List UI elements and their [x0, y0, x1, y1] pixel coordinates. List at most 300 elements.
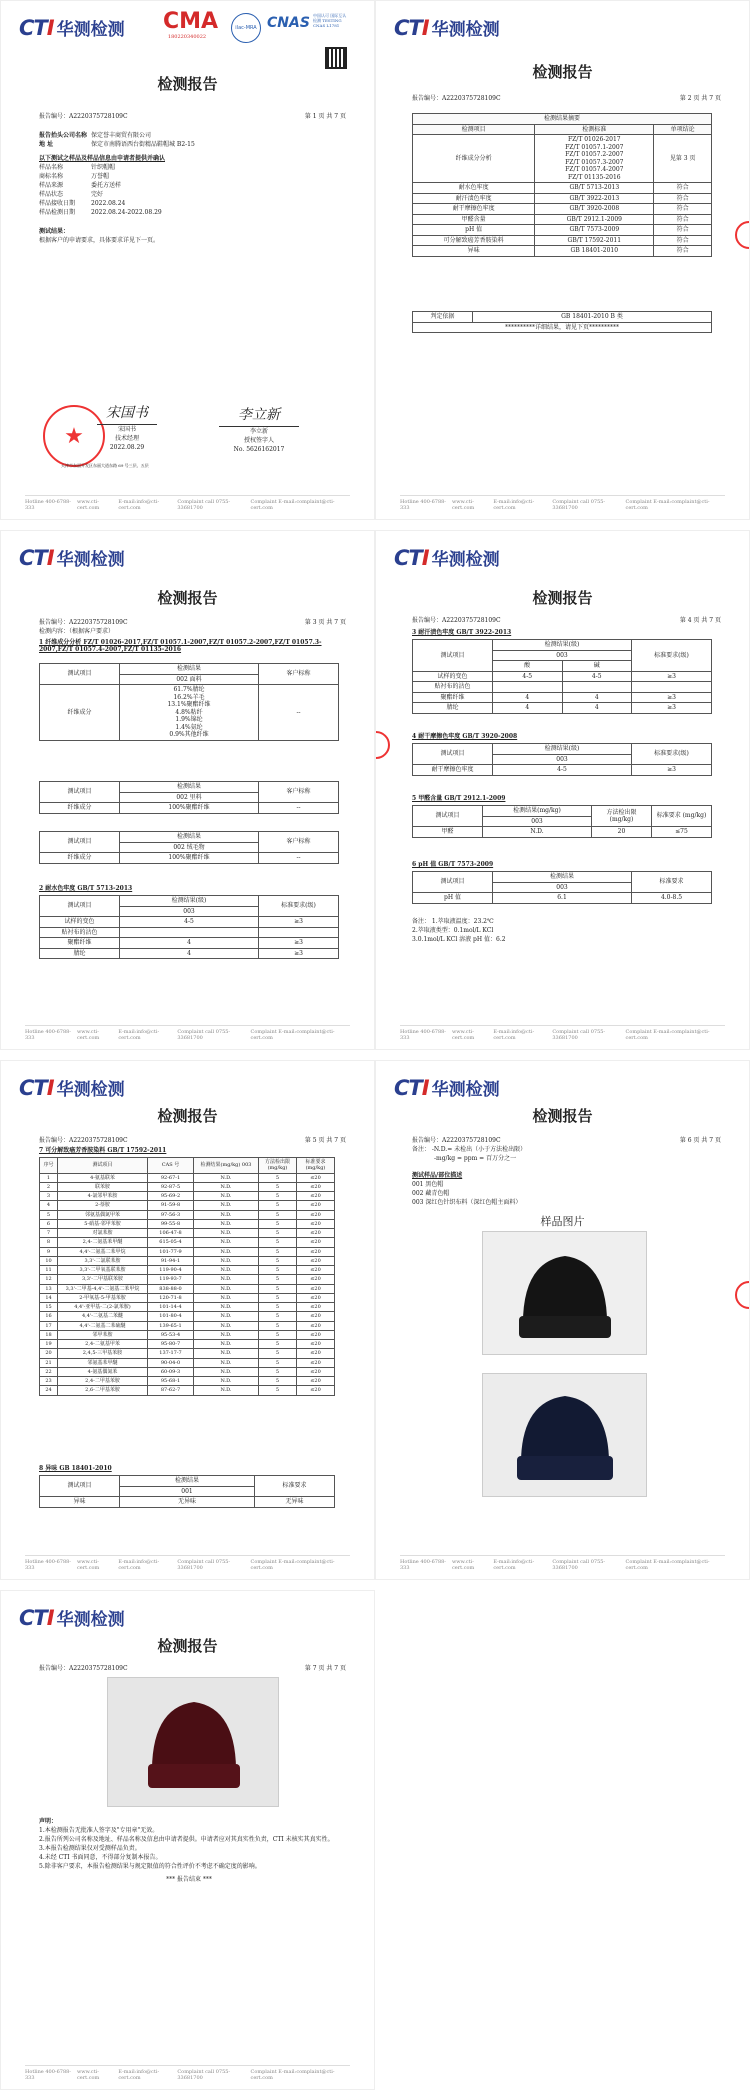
azo-row — [40, 1173, 335, 1182]
table-cell: ≥3 — [632, 671, 712, 682]
azo-result: N.D. — [194, 1293, 259, 1302]
azo-limit: ≤20 — [297, 1247, 335, 1256]
table-cell: 4-5 — [493, 671, 563, 682]
summary-item: 耐汗渍色牢度 — [413, 193, 535, 204]
table-row — [40, 938, 339, 949]
azo-cas: 99-55-8 — [148, 1219, 194, 1228]
azo-cas: 90-04-0 — [148, 1358, 194, 1367]
report-page-6 — [375, 1060, 750, 1580]
azo-substance: 邻甲苯胺 — [58, 1330, 148, 1339]
rubbing-fastness-table: 测试项目 检测结果(级) 标准要求(级) 003 耐干摩擦色牢度 4-5 ≥3 — [412, 743, 712, 776]
azo-lod: 5 — [259, 1386, 297, 1395]
azo-result: N.D. — [194, 1229, 259, 1238]
report-meta: 报告编号：A2220375728109C 第 5 页 共 7 页 — [39, 1137, 346, 1144]
azo-row — [40, 1386, 335, 1395]
field-label: 样品状态 — [39, 191, 64, 198]
azo-cas: 838-88-0 — [148, 1284, 194, 1293]
page-footer: Hotline 400-6788-333 www.cti-cert.com E-mail:info@cti-cert.com Complaint call 0755-33681700 Complaint E-mail:complaint@cti-cert.com — [400, 1555, 725, 1571]
report-page-2 — [375, 0, 750, 520]
sample-photo-red-fabric-hat — [107, 1677, 279, 1807]
azo-result: N.D. — [194, 1312, 259, 1321]
azo-limit: ≤20 — [297, 1201, 335, 1210]
summary-row — [413, 193, 712, 204]
azo-index: 23 — [40, 1377, 58, 1386]
cnas-text: 中国认可 国际互认 检测 TESTING CNAS L1781 — [313, 13, 347, 29]
summary-standard: GB/T 5713-2013 — [535, 183, 654, 194]
report-meta: 报告编号：A2220375728109C 第 4 页 共 7 页 — [412, 617, 721, 624]
azo-substance: 2,4-二氨基甲苯 — [58, 1340, 148, 1349]
report-meta: 报告编号：A2220375728109C 第 6 页 共 7 页 — [412, 1137, 721, 1144]
table-cell: 4 — [493, 692, 563, 703]
azo-result: N.D. — [194, 1173, 259, 1182]
azo-result: N.D. — [194, 1182, 259, 1191]
azo-lod: 5 — [259, 1201, 297, 1210]
azo-substance: 邻氨基偶氮甲苯 — [58, 1210, 148, 1219]
odor-table: 测试项目 检测结果 标准要求 001 异味 无异味 无异味 — [39, 1475, 335, 1508]
azo-cas: 95-68-1 — [148, 1377, 194, 1386]
azo-cas: 87-62-7 — [148, 1386, 194, 1395]
azo-limit: ≤20 — [297, 1238, 335, 1247]
table-cell — [562, 682, 632, 693]
section-5-title: 5 甲醛含量 GB/T 2912.1-2009 — [412, 795, 506, 802]
report-page-7 — [0, 1590, 375, 2090]
azo-limit: ≤20 — [297, 1312, 335, 1321]
section-8-title: 8 异味 GB 18401-2010 — [39, 1465, 112, 1472]
azo-lod: 5 — [259, 1266, 297, 1275]
azo-substance: 2,4-二甲基苯胺 — [58, 1377, 148, 1386]
summary-item: 可分解致癌芳香胺染料 — [413, 235, 535, 246]
summary-standard: GB/T 3920-2008 — [535, 204, 654, 215]
sample-description: 003 深红色针织布料（深红色帽主面料） — [412, 1199, 522, 1206]
azo-result: N.D. — [194, 1266, 259, 1275]
azo-substance: 3,3'-二甲氧基联苯胺 — [58, 1266, 148, 1275]
azo-index: 13 — [40, 1284, 58, 1293]
sample-field — [39, 199, 195, 208]
azo-result: N.D. — [194, 1201, 259, 1210]
sample-field — [39, 190, 195, 199]
sample-photos-title: 样品图片 — [540, 1215, 585, 1228]
declaration-line: 5.除非客户要求，本报告检测结果与规定限值的符合性评价不考虑不确定度的影响。 — [39, 1863, 261, 1870]
azo-substance: 4,4'-亚甲基-二(2-氯苯胺) — [58, 1303, 148, 1312]
signature-1: 宋国书 宋国书 技术经理 2022.08.29 — [97, 403, 157, 452]
azo-index: 1 — [40, 1173, 58, 1182]
azo-substance: 联苯胺 — [58, 1182, 148, 1191]
azo-result: N.D. — [194, 1238, 259, 1247]
azo-lod: 5 — [259, 1367, 297, 1376]
azo-lod: 5 — [259, 1321, 297, 1330]
report-meta: 报告编号：A2220375728109C 第 1 页 共 7 页 — [39, 113, 346, 120]
field-value: 委托方送样 — [91, 182, 122, 189]
azo-result: N.D. — [194, 1284, 259, 1293]
azo-cas: 139-65-1 — [148, 1321, 194, 1330]
table-cell — [259, 927, 339, 938]
azo-cas: 101-77-9 — [148, 1247, 194, 1256]
azo-limit: ≤20 — [297, 1192, 335, 1201]
azo-result: N.D. — [194, 1210, 259, 1219]
table-cell: 试样的变色 — [413, 671, 493, 682]
azo-limit: ≤20 — [297, 1182, 335, 1191]
summary-result: 符合 — [654, 193, 712, 204]
azo-result: N.D. — [194, 1275, 259, 1284]
azo-lod: 5 — [259, 1219, 297, 1228]
azo-limit: ≤20 — [297, 1256, 335, 1265]
cti-logo: CTI 华测检测 — [19, 545, 125, 570]
black-hat-image — [483, 1232, 647, 1355]
azo-limit: ≤20 — [297, 1210, 335, 1219]
signature-2: 李立新 李立新 授权签字人 No. 5626162017 — [219, 405, 299, 454]
azo-result: N.D. — [194, 1192, 259, 1201]
azo-lod: 5 — [259, 1275, 297, 1284]
azo-limit: ≤20 — [297, 1284, 335, 1293]
sample-field — [39, 181, 195, 190]
azo-cas: 97-56-3 — [148, 1210, 194, 1219]
table-row — [413, 682, 712, 693]
page-footer: Hotline 400-6788-333 www.cti-cert.com E-mail:info@cti-cert.com Complaint call 0755-33681700 Complaint E-mail:complaint@cti-cert.com — [25, 2065, 350, 2081]
azo-dye-table: 序号 测试项目 CAS 号 检测结果(mg/kg) 003 方法检出限 (mg/kg) 标准要求 (mg/kg) 1 4-氨基联苯 92-67-1 N.D. 5 ≤20 2 联苯胺 92-87-5 N.D. 5 ≤20 3 4-氯邻甲苯胺 95-69-2 N.D. 5 ≤20 4 2-萘胺 91-59-8 N.D. 5 ≤20 5 邻氨基偶氮甲苯 97-56-3 N.D. 5 ≤20 6 5-硝基-邻甲苯胺 99-55-8 N.D. 5 ≤20 7 对氯苯胺 106-47-8 N.D. 5 ≤20 8 2,4-二氨基苯甲醚 615-05-4 N.D. 5 ≤20 9 4,4'-二氨基二苯甲烷 101-77-9 N.D. 5 ≤20 10 3,3'-二氯联苯胺 91-94-1 N.D. 5 ≤20 11 3,3'-二甲氧基联苯胺 119-90-4 N.D. 5 ≤20 12 3,3'-二甲基联苯胺 119-93-7 N.D. 5 ≤20 13 3,3'-二甲基-4,4'-二氨基二苯甲烷 838-88-0 N.D. 5 ≤20 14 2-甲氧基-5-甲基苯胺 120-71-8 N.D. 5 ≤20 15 4,4'-亚甲基-二(2-氯苯胺) 101-14-4 N.D. 5 ≤20 16 4,4'-二氨基二苯醚 101-80-4 N.D. 5 ≤20 17 4,4'-二氨基二苯硫醚 139-65-1 N.D. 5 ≤20 18 邻甲苯胺 95-53-4 N.D. 5 ≤20 19 2,4-二氨基甲苯 95-80-7 N.D. 5 ≤20 20 2,4,5-三甲基苯胺 137-17-7 N.D. 5 ≤20 21 邻氨基苯甲醚 90-04-0 N.D. 5 ≤20 22 4-氨基偶氮苯 60-09-3 N.D. 5 ≤20 23 2,4-二甲基苯胺 95-68-1 N.D. 5 ≤20 24 2,6-二甲基苯胺 87-62-7 N.D. 5 ≤20 — [39, 1157, 335, 1396]
azo-cas: 106-47-8 — [148, 1229, 194, 1238]
summary-standard: GB/T 17592-2011 — [535, 235, 654, 246]
table-cell: 4 — [120, 938, 259, 949]
page-footer: Hotline 400-6788-333 www.cti-cert.com E-mail:info@cti-cert.com Complaint call 0755-33681700 Complaint E-mail:complaint@cti-cert.com — [25, 1555, 350, 1571]
azo-lod: 5 — [259, 1173, 297, 1182]
summary-result: 符合 — [654, 214, 712, 225]
cti-logo: CTI 华测检测 — [19, 15, 125, 40]
azo-result: N.D. — [194, 1340, 259, 1349]
azo-index: 18 — [40, 1330, 58, 1339]
azo-lod: 5 — [259, 1182, 297, 1191]
azo-limit: ≤20 — [297, 1266, 335, 1275]
azo-cas: 120-71-8 — [148, 1293, 194, 1302]
field-label: 样品检测日期 — [39, 209, 76, 216]
table-cell: ≥3 — [259, 917, 339, 928]
lab-address: 天津市东丽开发区东丽大道东路 69 号三层、五层 — [61, 463, 149, 468]
seal-edge — [375, 731, 390, 759]
declaration-line: 4.未经 CTI 书面同意，不得部分复制本报告。 — [39, 1854, 162, 1861]
sample-description: 002 藏青色帽 — [412, 1190, 450, 1197]
azo-row — [40, 1210, 335, 1219]
report-meta: 报告编号：A2220375728109C 第 2 页 共 7 页 — [412, 95, 721, 102]
field-value: 针织帽帽 — [91, 164, 116, 171]
azo-result: N.D. — [194, 1256, 259, 1265]
azo-lod: 5 — [259, 1303, 297, 1312]
table-cell: 4 — [562, 692, 632, 703]
summary-result: 符合 — [654, 246, 712, 257]
qr-code — [325, 47, 347, 69]
table-row — [40, 948, 339, 959]
azo-lod: 5 — [259, 1229, 297, 1238]
azo-result: N.D. — [194, 1247, 259, 1256]
report-meta: 报告编号：A2220375728109C 第 3 页 共 7 页 — [39, 619, 346, 626]
azo-cas: 95-53-4 — [148, 1330, 194, 1339]
table-cell: 4 — [120, 948, 259, 959]
summary-row — [413, 183, 712, 194]
table-cell: 腈纶 — [40, 948, 120, 959]
section-6-title: 6 pH 值 GB/T 7573-2009 — [412, 861, 494, 868]
azo-index: 8 — [40, 1238, 58, 1247]
company-seal: ★ — [43, 405, 105, 467]
page6-notes: 备注： -N.D.= 未检出（小于方法检出限） -mg/kg = ppm = 百万分之一 测试样品/部位描述 001 黑色帽 002 藏青色帽 003 深红色针织布料（深红色帽主面料） — [412, 1146, 527, 1206]
azo-row — [40, 1330, 335, 1339]
azo-limit: ≤20 — [297, 1386, 335, 1395]
azo-cas: 91-59-8 — [148, 1201, 194, 1210]
sample-field — [39, 208, 195, 217]
azo-row — [40, 1275, 335, 1284]
azo-row — [40, 1192, 335, 1201]
perspiration-fastness-table: 测试项目 检测结果(级) 标准要求(级) 003 酸 碱 试样的变色 4-5 4-5 ≥3 贴衬布的沾色 聚酯纤维 4 4 ≥3 腈纶 4 4 ≥3 — [412, 639, 712, 714]
section-4-title: 4 耐干摩擦色牢度 GB/T 3920-2008 — [412, 733, 518, 740]
summary-row — [413, 135, 712, 183]
sample-photo-black-hat — [482, 1231, 647, 1355]
table-cell: 聚酯纤维 — [413, 692, 493, 703]
section-2-title: 2 耐水色牢度 GB/T 5713-2013 — [39, 885, 133, 892]
azo-substance: 5-硝基-邻甲苯胺 — [58, 1219, 148, 1228]
summary-result: 见第 3 页 — [654, 135, 712, 183]
azo-index: 11 — [40, 1266, 58, 1275]
azo-row — [40, 1321, 335, 1330]
field-value: 完好 — [91, 191, 104, 198]
azo-lod: 5 — [259, 1256, 297, 1265]
summary-item: 异味 — [413, 246, 535, 257]
report-page-1 — [0, 0, 375, 520]
azo-limit: ≤20 — [297, 1293, 335, 1302]
azo-cas: 95-80-7 — [148, 1340, 194, 1349]
azo-result: N.D. — [194, 1358, 259, 1367]
azo-substance: 4,4'-二氨基二苯硫醚 — [58, 1321, 148, 1330]
summary-standard: GB/T 3922-2013 — [535, 193, 654, 204]
azo-lod: 5 — [259, 1330, 297, 1339]
table-row — [413, 671, 712, 682]
azo-index: 22 — [40, 1367, 58, 1376]
azo-substance: 4-氯邻甲苯胺 — [58, 1192, 148, 1201]
ph-notes: 备注： 1.萃取液温度：23.2℃ 2.萃取液类型：0.1mol/L KCl 3.0.1mol/L KCl 溶液 pH 值：6.2 — [412, 918, 506, 943]
sample-photo-navy-hat — [482, 1373, 647, 1497]
report-title: 检测报告 — [157, 1107, 218, 1125]
table-cell: 贴衬布的沾色 — [40, 927, 120, 938]
azo-limit: ≤20 — [297, 1219, 335, 1228]
report-meta: 报告编号：A2220375728109C 第 7 页 共 7 页 — [39, 1665, 346, 1672]
azo-index: 6 — [40, 1219, 58, 1228]
azo-lod: 5 — [259, 1210, 297, 1219]
table-cell: 4 — [562, 703, 632, 714]
azo-limit: ≤20 — [297, 1377, 335, 1386]
azo-lod: 5 — [259, 1293, 297, 1302]
section-1-title: 1 纤维成分分析 FZ/T 01026-2017,FZ/T 01057.1-2007,FZ/T 01057.2-2007,FZ/T 01057.3-2007,FZ/T 01057.4-2007,FZ/T 01135-2016 — [39, 639, 322, 653]
azo-row — [40, 1303, 335, 1312]
azo-result: N.D. — [194, 1219, 259, 1228]
azo-result: N.D. — [194, 1377, 259, 1386]
azo-limit: ≤20 — [297, 1275, 335, 1284]
section-7-title: 7 可分解致癌芳香胺染料 GB/T 17592-2011 — [39, 1147, 167, 1154]
azo-cas: 95-69-2 — [148, 1192, 194, 1201]
declaration-line: 2.报告所列公司名称及地址、样品名称及信息由申请者提供。申请者应对其真实性负责，CTI 未核实其真实性。 — [39, 1836, 334, 1843]
seal-edge — [735, 1281, 750, 1309]
azo-index: 15 — [40, 1303, 58, 1312]
summary-item: 耐水色牢度 — [413, 183, 535, 194]
page-footer: Hotline 400-6788-333 www.cti-cert.com E-mail:info@cti-cert.com Complaint call 0755-33681700 Complaint E-mail:complaint@cti-cert.com — [400, 1025, 725, 1041]
report-page-3 — [0, 530, 375, 1050]
navy-hat-image — [483, 1374, 647, 1497]
azo-row — [40, 1219, 335, 1228]
table-cell: 4 — [493, 703, 563, 714]
field-label: 商标名称 — [39, 173, 64, 180]
ilac-logo: ilac-MRA — [231, 13, 261, 43]
cnas-logo: CNAS — [267, 15, 310, 31]
azo-lod: 5 — [259, 1312, 297, 1321]
water-fastness-table: 测试项目 检测结果(级) 标准要求(级) 003 试样的变色 4-5 ≥3 贴衬布的沾色 聚酯纤维 4 ≥3 腈纶 4 ≥3 — [39, 895, 339, 959]
summary-item: 耐干摩擦色牢度 — [413, 204, 535, 215]
table-cell: 贴衬布的沾色 — [413, 682, 493, 693]
azo-limit: ≤20 — [297, 1321, 335, 1330]
azo-row — [40, 1367, 335, 1376]
azo-lod: 5 — [259, 1238, 297, 1247]
table-row — [413, 692, 712, 703]
verdict-table: 判定依据 GB 18401-2010 B 类 **********详细结果，请见下页********** — [412, 311, 712, 333]
seal-edge — [735, 221, 750, 249]
azo-row — [40, 1256, 335, 1265]
field-label: 样品接收日期 — [39, 200, 76, 207]
azo-row — [40, 1340, 335, 1349]
field-label: 样品来源 — [39, 182, 64, 189]
azo-cas: 119-93-7 — [148, 1275, 194, 1284]
azo-cas: 92-87-5 — [148, 1182, 194, 1191]
azo-lod: 5 — [259, 1358, 297, 1367]
summary-item: 纤维成分分析 — [413, 135, 535, 183]
page-footer: Hotline 400-6788-333 www.cti-cert.com E-mail:info@cti-cert.com Complaint call 0755-33681700 Complaint E-mail:complaint@cti-cert.com — [25, 495, 350, 511]
azo-cas: 91-94-1 — [148, 1256, 194, 1265]
summary-row — [413, 246, 712, 257]
sample-description: 001 黑色帽 — [412, 1181, 444, 1188]
azo-index: 4 — [40, 1201, 58, 1210]
azo-limit: ≤20 — [297, 1229, 335, 1238]
azo-substance: 4,4'-二氨基二苯甲烷 — [58, 1247, 148, 1256]
summary-row — [413, 204, 712, 215]
field-value: 2022.08.24-2022.08.29 — [91, 209, 162, 216]
cma-number: 180220340022 — [167, 34, 207, 40]
table-cell: ≥3 — [632, 703, 712, 714]
table-cell — [120, 927, 259, 938]
azo-lod: 5 — [259, 1192, 297, 1201]
azo-row — [40, 1358, 335, 1367]
table-cell: ≥3 — [632, 692, 712, 703]
azo-index: 21 — [40, 1358, 58, 1367]
azo-index: 16 — [40, 1312, 58, 1321]
report-title: 检测报告 — [157, 75, 218, 93]
azo-lod: 5 — [259, 1377, 297, 1386]
azo-limit: ≤20 — [297, 1340, 335, 1349]
report-page-4 — [375, 530, 750, 1050]
field-value: 万誉帽 — [91, 173, 110, 180]
table-cell: 4-5 — [120, 917, 259, 928]
azo-row — [40, 1238, 335, 1247]
table-cell — [493, 682, 563, 693]
summary-item: 甲醛含量 — [413, 214, 535, 225]
azo-cas: 92-67-1 — [148, 1173, 194, 1182]
azo-index: 17 — [40, 1321, 58, 1330]
azo-limit: ≤20 — [297, 1303, 335, 1312]
report-title: 检测报告 — [157, 589, 218, 607]
azo-substance: 邻氨基苯甲醚 — [58, 1358, 148, 1367]
azo-index: 19 — [40, 1340, 58, 1349]
table-cell: 聚酯纤维 — [40, 938, 120, 949]
page-footer: Hotline 400-6788-333 www.cti-cert.com E-mail:info@cti-cert.com Complaint call 0755-33681700 Complaint E-mail:complaint@cti-cert.com — [400, 495, 725, 511]
azo-index: 24 — [40, 1386, 58, 1395]
sample-field — [39, 172, 195, 181]
report-page-5 — [0, 1060, 375, 1580]
summary-item: pH 值 — [413, 225, 535, 236]
azo-row — [40, 1229, 335, 1238]
red-hat-image — [108, 1678, 279, 1807]
azo-index: 7 — [40, 1229, 58, 1238]
azo-row — [40, 1247, 335, 1256]
azo-cas: 101-80-4 — [148, 1312, 194, 1321]
azo-result: N.D. — [194, 1349, 259, 1358]
client-info: 报告抬头公司名称 保定誉丰商贸有限公司 地 址 保定市南腾语西台街精品鞋帽城 B2-15 以下测试之样品及样品信息由申请者提供并确认 样品名称 针织帽帽 商标名称 万誉帽 样品来源 委托方送样 样品状态 完好 样品接收日期 2022.08.24 样品检测日期 2022.08.24-2022.08.29 测试结果： 根据客户的申请要求，具体要求详见下一页。 — [39, 132, 195, 244]
azo-cas: 60-09-3 — [148, 1367, 194, 1376]
summary-standard: GB 18401-2010 — [535, 246, 654, 257]
azo-substance: 3,3'-二氯联苯胺 — [58, 1256, 148, 1265]
fiber-table-face: 测试项目 检测结果 客户标称 002 面料 纤维成分 61.7%腈纶 16.2%羊毛 13.1%聚酯纤维 4.8%粘纤 1.9%锦纶 1.4%氨纶 0.9%其他纤维 -- — [39, 663, 339, 741]
azo-substance: 对氯苯胺 — [58, 1229, 148, 1238]
azo-lod: 5 — [259, 1349, 297, 1358]
table-cell: 腈纶 — [413, 703, 493, 714]
report-title: 检测报告 — [532, 63, 593, 81]
content-heading: 检测内容：（根据客户要求） — [39, 628, 115, 635]
summary-table: 检测结果摘要 检测项目 检测标准 单项结论 纤维成分分析 FZ/T 01026-2017 FZ/T 01057.1-2007 FZ/T 01057.2-2007 FZ/T 01057.3-2007 FZ/T 01057.4-2007 FZ/T 01135-2016 见第 3 页 耐水色牢度 GB/T 5713-2013 符合 耐汗渍色牢度 GB/T 3922-2013 符合 耐干摩擦色牢度 GB/T 3920-2008 符合 甲醛含量 GB/T 2912.1-2009 符合 pH 值 GB/T 7573-2009 符合 可分解致癌芳香胺染料 GB/T 17592-2011 符合 异味 GB 18401-2010 符合 — [412, 113, 712, 257]
azo-index: 9 — [40, 1247, 58, 1256]
azo-index: 2 — [40, 1182, 58, 1191]
azo-index: 20 — [40, 1349, 58, 1358]
summary-standard: GB/T 2912.1-2009 — [535, 214, 654, 225]
report-title: 检测报告 — [532, 1107, 593, 1125]
table-row — [413, 703, 712, 714]
formaldehyde-table: 测试项目 检测结果(mg/kg) 方法检出限 (mg/kg) 标准要求 (mg/kg) 003 甲醛 N.D. 20 ≤75 — [412, 805, 712, 838]
azo-row — [40, 1312, 335, 1321]
cti-logo: CTI 华测检测 — [19, 1075, 125, 1100]
azo-limit: ≤20 — [297, 1173, 335, 1182]
azo-limit: ≤20 — [297, 1358, 335, 1367]
declaration-line: 3.本报告检测结果仅对受测样品负责。 — [39, 1845, 141, 1852]
declaration-line: 1.本检测报告无批准人签字及"专用章"无效。 — [39, 1827, 159, 1834]
table-row — [40, 927, 339, 938]
azo-lod: 5 — [259, 1340, 297, 1349]
fiber-table-pompom: 测试项目 检测结果 客户标称 002 绒毛物 纤维成分 100%聚酯纤维 -- — [39, 831, 339, 864]
cti-logo: CTI 华测检测 — [394, 15, 500, 40]
azo-row — [40, 1201, 335, 1210]
azo-limit: ≤20 — [297, 1367, 335, 1376]
azo-row — [40, 1284, 335, 1293]
azo-index: 3 — [40, 1192, 58, 1201]
azo-index: 5 — [40, 1210, 58, 1219]
report-title: 检测报告 — [532, 589, 593, 607]
summary-result: 符合 — [654, 235, 712, 246]
azo-row — [40, 1182, 335, 1191]
azo-cas: 101-14-4 — [148, 1303, 194, 1312]
azo-substance: 3,3'-二甲基联苯胺 — [58, 1275, 148, 1284]
declaration: 声明： 1.本检测报告无批准人签字及"专用章"无效。 2.报告所列公司名称及地址、样品名称及信息由申请者提供。申请者应对其真实性负责，CTI 未核实其真实性。 3.本报告检测结果仅对受测样品负责。 4.未经 CTI 书面同意，不得部分复制本报告。 5.除非客户要求，本报告检测结果与规定限值的符合性评价不考虑不确定度的影响。 *** 报告结束 *** — [39, 1817, 339, 1884]
azo-row — [40, 1349, 335, 1358]
azo-substance: 4,4'-二氨基二苯醚 — [58, 1312, 148, 1321]
azo-row — [40, 1293, 335, 1302]
table-cell: 试样的变色 — [40, 917, 120, 928]
azo-substance: 2-甲氧基-5-甲基苯胺 — [58, 1293, 148, 1302]
azo-index: 12 — [40, 1275, 58, 1284]
azo-substance: 2,4-二氨基苯甲醚 — [58, 1238, 148, 1247]
summary-row — [413, 235, 712, 246]
table-cell: 4-5 — [562, 671, 632, 682]
field-value: 2022.08.24 — [91, 200, 126, 207]
azo-substance: 3,3'-二甲基-4,4'-二氨基二苯甲烷 — [58, 1284, 148, 1293]
summary-row — [413, 225, 712, 236]
